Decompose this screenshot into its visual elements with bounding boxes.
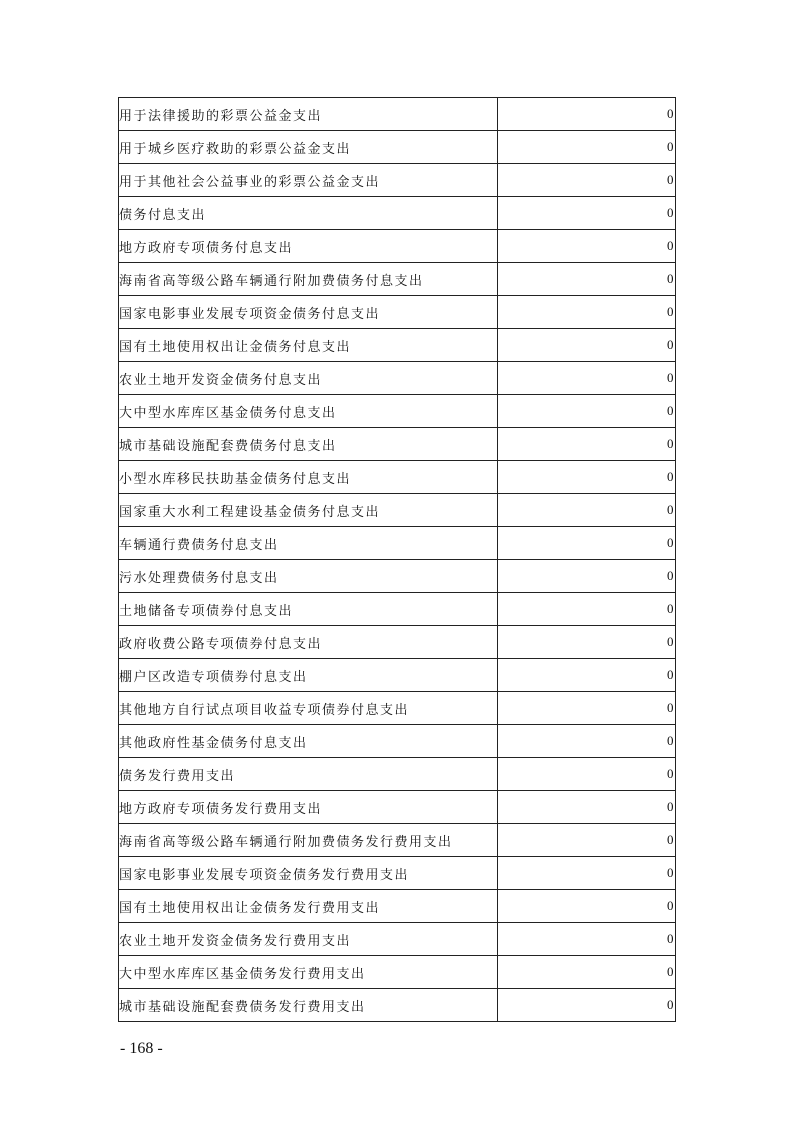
row-label: 土地储备专项债券付息支出 [119, 593, 498, 626]
row-value: 0 [498, 989, 676, 1022]
page-number: - 168 - [120, 1040, 163, 1057]
table-row [119, 98, 676, 131]
budget-table-body [119, 98, 676, 1022]
table-row [119, 857, 676, 890]
table-row [119, 527, 676, 560]
table-row [119, 164, 676, 197]
table-row [119, 725, 676, 758]
row-value: 0 [498, 890, 676, 923]
table-row [119, 659, 676, 692]
row-value: 0 [498, 923, 676, 956]
table-row [119, 593, 676, 626]
table-row [119, 329, 676, 362]
row-label: 政府收费公路专项债券付息支出 [119, 626, 498, 659]
row-value: 0 [498, 461, 676, 494]
row-value: 0 [498, 527, 676, 560]
table-row [119, 263, 676, 296]
row-label: 国家电影事业发展专项资金债务发行费用支出 [119, 857, 498, 890]
table-row [119, 923, 676, 956]
row-value: 0 [498, 560, 676, 593]
row-label: 债务发行费用支出 [119, 758, 498, 791]
row-value: 0 [498, 758, 676, 791]
row-label: 用于城乡医疗救助的彩票公益金支出 [119, 131, 498, 164]
row-value: 0 [498, 230, 676, 263]
table-row [119, 197, 676, 230]
table-row [119, 560, 676, 593]
row-label: 国有土地使用权出让金债务发行费用支出 [119, 890, 498, 923]
row-label: 地方政府专项债务发行费用支出 [119, 791, 498, 824]
row-value: 0 [498, 263, 676, 296]
row-value: 0 [498, 362, 676, 395]
row-label: 城市基础设施配套费债务付息支出 [119, 428, 498, 461]
row-label: 海南省高等级公路车辆通行附加费债务发行费用支出 [119, 824, 498, 857]
row-label: 污水处理费债务付息支出 [119, 560, 498, 593]
row-value: 0 [498, 296, 676, 329]
table-row [119, 692, 676, 725]
table-row [119, 989, 676, 1022]
table-row [119, 956, 676, 989]
row-value: 0 [498, 824, 676, 857]
row-value: 0 [498, 395, 676, 428]
table-row [119, 494, 676, 527]
table-row [119, 626, 676, 659]
row-value: 0 [498, 791, 676, 824]
row-value: 0 [498, 593, 676, 626]
row-label: 其他地方自行试点项目收益专项债券付息支出 [119, 692, 498, 725]
table-row [119, 758, 676, 791]
row-label: 棚户区改造专项债券付息支出 [119, 659, 498, 692]
row-label: 车辆通行费债务付息支出 [119, 527, 498, 560]
budget-table-container [118, 97, 675, 1022]
table-row [119, 131, 676, 164]
budget-table [118, 97, 676, 1022]
row-label: 用于法律援助的彩票公益金支出 [119, 98, 498, 131]
row-label: 地方政府专项债务付息支出 [119, 230, 498, 263]
row-value: 0 [498, 857, 676, 890]
row-label: 农业土地开发资金债务发行费用支出 [119, 923, 498, 956]
table-row [119, 824, 676, 857]
row-value: 0 [498, 725, 676, 758]
table-row [119, 230, 676, 263]
row-value: 0 [498, 956, 676, 989]
table-row [119, 461, 676, 494]
row-value: 0 [498, 494, 676, 527]
row-value: 0 [498, 197, 676, 230]
row-value: 0 [498, 428, 676, 461]
row-label: 国家重大水利工程建设基金债务付息支出 [119, 494, 498, 527]
row-value: 0 [498, 131, 676, 164]
row-value: 0 [498, 164, 676, 197]
table-row [119, 296, 676, 329]
row-label: 用于其他社会公益事业的彩票公益金支出 [119, 164, 498, 197]
table-row [119, 395, 676, 428]
row-value: 0 [498, 692, 676, 725]
row-label: 大中型水库库区基金债务付息支出 [119, 395, 498, 428]
row-label: 海南省高等级公路车辆通行附加费债务付息支出 [119, 263, 498, 296]
row-value: 0 [498, 98, 676, 131]
row-label: 大中型水库库区基金债务发行费用支出 [119, 956, 498, 989]
row-label: 其他政府性基金债务付息支出 [119, 725, 498, 758]
row-label: 城市基础设施配套费债务发行费用支出 [119, 989, 498, 1022]
row-label: 国家电影事业发展专项资金债务付息支出 [119, 296, 498, 329]
row-value: 0 [498, 329, 676, 362]
row-value: 0 [498, 659, 676, 692]
table-row [119, 362, 676, 395]
row-label: 小型水库移民扶助基金债务付息支出 [119, 461, 498, 494]
row-label: 债务付息支出 [119, 197, 498, 230]
row-label: 农业土地开发资金债务付息支出 [119, 362, 498, 395]
table-row [119, 428, 676, 461]
table-row [119, 890, 676, 923]
row-label: 国有土地使用权出让金债务付息支出 [119, 329, 498, 362]
row-value: 0 [498, 626, 676, 659]
table-row [119, 791, 676, 824]
